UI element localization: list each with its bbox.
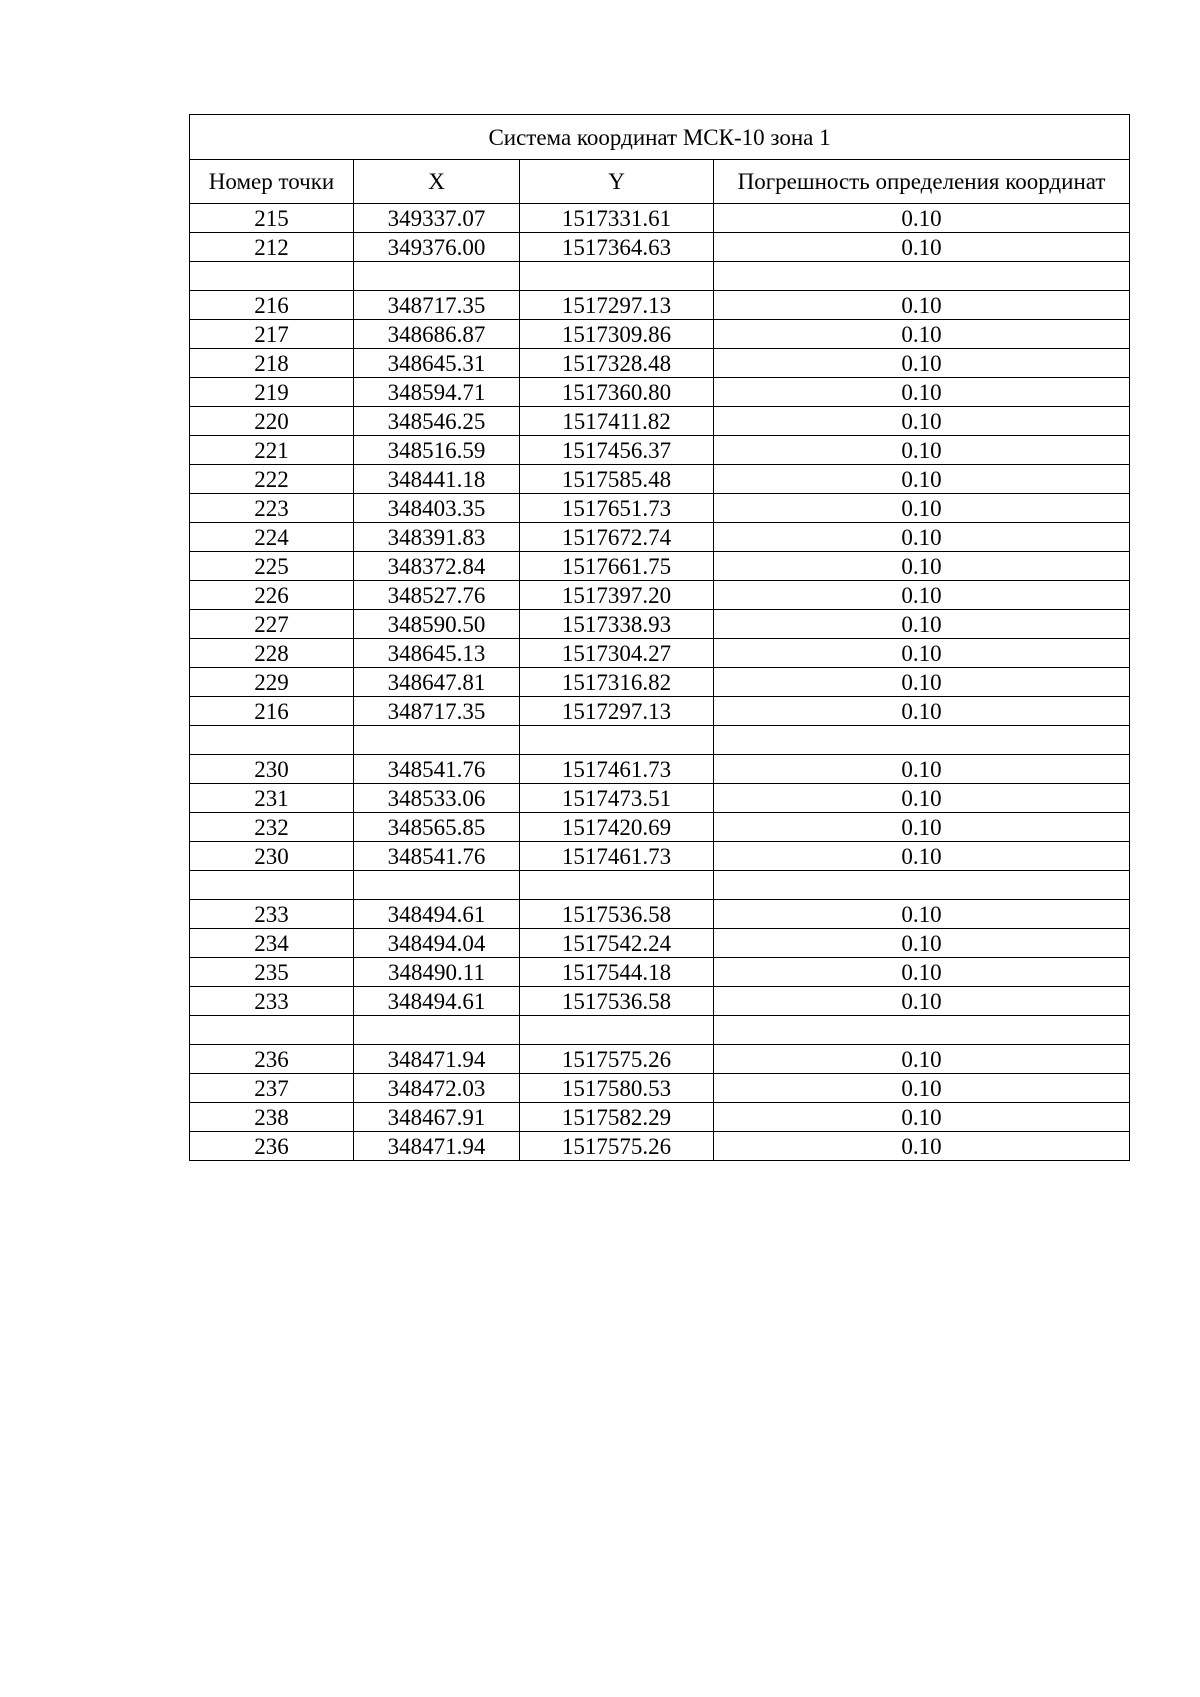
- cell-x: 348546.25: [354, 407, 520, 436]
- cell-point-number: 230: [190, 755, 354, 784]
- cell-x: 348471.94: [354, 1045, 520, 1074]
- table-row: [190, 1045, 1130, 1074]
- cell-point-number: 218: [190, 349, 354, 378]
- table-row: [190, 233, 1130, 262]
- cell-accuracy: 0.10: [714, 1103, 1130, 1132]
- cell-x: 349376.00: [354, 233, 520, 262]
- header-accuracy: Погрешность определения координат: [714, 160, 1130, 204]
- cell-point-number: 219: [190, 378, 354, 407]
- cell-y: 1517580.53: [520, 1074, 714, 1103]
- cell-point-number: 215: [190, 204, 354, 233]
- cell-point-number: [190, 871, 354, 900]
- cell-y: 1517309.86: [520, 320, 714, 349]
- cell-accuracy: 0.10: [714, 1074, 1130, 1103]
- table-row: [190, 900, 1130, 929]
- cell-x: [354, 726, 520, 755]
- cell-x: 348441.18: [354, 465, 520, 494]
- cell-y: 1517575.26: [520, 1132, 714, 1161]
- cell-accuracy: 0.10: [714, 958, 1130, 987]
- cell-point-number: 220: [190, 407, 354, 436]
- cell-point-number: 221: [190, 436, 354, 465]
- cell-point-number: 236: [190, 1132, 354, 1161]
- table-row: [190, 1103, 1130, 1132]
- cell-y: 1517297.13: [520, 697, 714, 726]
- cell-x: 348533.06: [354, 784, 520, 813]
- header-y: Y: [520, 160, 714, 204]
- cell-point-number: 216: [190, 697, 354, 726]
- cell-accuracy: 0.10: [714, 784, 1130, 813]
- cell-x: 348645.13: [354, 639, 520, 668]
- cell-y: 1517360.80: [520, 378, 714, 407]
- cell-point-number: 232: [190, 813, 354, 842]
- table-row: [190, 987, 1130, 1016]
- cell-accuracy: 0.10: [714, 1045, 1130, 1074]
- cell-x: 348527.76: [354, 581, 520, 610]
- cell-accuracy: [714, 726, 1130, 755]
- cell-accuracy: 0.10: [714, 1132, 1130, 1161]
- cell-x: 348494.61: [354, 900, 520, 929]
- cell-x: 348717.35: [354, 291, 520, 320]
- table-row: [190, 436, 1130, 465]
- cell-point-number: 234: [190, 929, 354, 958]
- table-row: [190, 610, 1130, 639]
- cell-y: 1517304.27: [520, 639, 714, 668]
- cell-accuracy: 0.10: [714, 407, 1130, 436]
- table-row: [190, 552, 1130, 581]
- cell-point-number: 233: [190, 987, 354, 1016]
- cell-x: 348494.04: [354, 929, 520, 958]
- cell-x: 348494.61: [354, 987, 520, 1016]
- cell-x: 348594.71: [354, 378, 520, 407]
- cell-accuracy: 0.10: [714, 204, 1130, 233]
- cell-y: 1517544.18: [520, 958, 714, 987]
- cell-y: 1517672.74: [520, 523, 714, 552]
- table-title-row: [190, 115, 1130, 160]
- cell-y: 1517651.73: [520, 494, 714, 523]
- table-row: [190, 378, 1130, 407]
- cell-accuracy: 0.10: [714, 378, 1130, 407]
- cell-accuracy: 0.10: [714, 320, 1130, 349]
- cell-point-number: 216: [190, 291, 354, 320]
- coordinate-table: [189, 114, 1130, 1161]
- cell-accuracy: 0.10: [714, 987, 1130, 1016]
- cell-x: 348590.50: [354, 610, 520, 639]
- cell-point-number: 227: [190, 610, 354, 639]
- table-row: [190, 320, 1130, 349]
- cell-accuracy: 0.10: [714, 639, 1130, 668]
- cell-accuracy: 0.10: [714, 233, 1130, 262]
- cell-y: [520, 871, 714, 900]
- cell-point-number: 222: [190, 465, 354, 494]
- cell-accuracy: 0.10: [714, 813, 1130, 842]
- cell-y: [520, 726, 714, 755]
- cell-x: 348686.87: [354, 320, 520, 349]
- table-header-row: [190, 160, 1130, 204]
- cell-point-number: 235: [190, 958, 354, 987]
- cell-y: 1517582.29: [520, 1103, 714, 1132]
- cell-point-number: 229: [190, 668, 354, 697]
- cell-accuracy: 0.10: [714, 349, 1130, 378]
- cell-accuracy: 0.10: [714, 697, 1130, 726]
- cell-point-number: 233: [190, 900, 354, 929]
- cell-point-number: [190, 1016, 354, 1045]
- cell-point-number: 236: [190, 1045, 354, 1074]
- table-row: [190, 1074, 1130, 1103]
- table-row: [190, 291, 1130, 320]
- cell-y: 1517411.82: [520, 407, 714, 436]
- cell-accuracy: 0.10: [714, 842, 1130, 871]
- cell-point-number: 231: [190, 784, 354, 813]
- header-point-number: Номер точки: [190, 160, 354, 204]
- cell-x: 348472.03: [354, 1074, 520, 1103]
- cell-y: 1517420.69: [520, 813, 714, 842]
- cell-y: 1517461.73: [520, 755, 714, 784]
- cell-point-number: 223: [190, 494, 354, 523]
- cell-point-number: 217: [190, 320, 354, 349]
- cell-x: [354, 262, 520, 291]
- cell-accuracy: 0.10: [714, 523, 1130, 552]
- cell-accuracy: 0.10: [714, 610, 1130, 639]
- cell-accuracy: [714, 1016, 1130, 1045]
- table-row: [190, 871, 1130, 900]
- cell-x: [354, 871, 520, 900]
- table-row: [190, 581, 1130, 610]
- cell-accuracy: 0.10: [714, 436, 1130, 465]
- cell-point-number: 238: [190, 1103, 354, 1132]
- cell-point-number: [190, 262, 354, 291]
- table-row: [190, 204, 1130, 233]
- table-row: [190, 494, 1130, 523]
- cell-x: 349337.07: [354, 204, 520, 233]
- cell-y: 1517331.61: [520, 204, 714, 233]
- cell-x: [354, 1016, 520, 1045]
- cell-x: 348541.76: [354, 755, 520, 784]
- cell-y: [520, 262, 714, 291]
- cell-y: 1517338.93: [520, 610, 714, 639]
- table-row: [190, 668, 1130, 697]
- table-row: [190, 1132, 1130, 1161]
- cell-point-number: 237: [190, 1074, 354, 1103]
- cell-point-number: 224: [190, 523, 354, 552]
- table-row: [190, 349, 1130, 378]
- table-row: [190, 784, 1130, 813]
- table-row: [190, 842, 1130, 871]
- table-row: [190, 465, 1130, 494]
- cell-y: 1517536.58: [520, 987, 714, 1016]
- cell-y: 1517316.82: [520, 668, 714, 697]
- cell-accuracy: 0.10: [714, 494, 1130, 523]
- cell-accuracy: 0.10: [714, 465, 1130, 494]
- cell-y: 1517364.63: [520, 233, 714, 262]
- cell-accuracy: 0.10: [714, 900, 1130, 929]
- table-body: [190, 204, 1130, 1161]
- cell-x: 348467.91: [354, 1103, 520, 1132]
- cell-accuracy: 0.10: [714, 552, 1130, 581]
- cell-point-number: 230: [190, 842, 354, 871]
- cell-point-number: 226: [190, 581, 354, 610]
- table-row: [190, 639, 1130, 668]
- cell-accuracy: [714, 262, 1130, 291]
- header-x: X: [354, 160, 520, 204]
- cell-x: 348565.85: [354, 813, 520, 842]
- cell-x: 348717.35: [354, 697, 520, 726]
- cell-point-number: 212: [190, 233, 354, 262]
- cell-y: 1517297.13: [520, 291, 714, 320]
- cell-y: 1517473.51: [520, 784, 714, 813]
- cell-y: 1517397.20: [520, 581, 714, 610]
- cell-y: 1517585.48: [520, 465, 714, 494]
- table-row: [190, 697, 1130, 726]
- cell-y: 1517661.75: [520, 552, 714, 581]
- table-row: [190, 813, 1130, 842]
- table-row: [190, 523, 1130, 552]
- cell-x: 348391.83: [354, 523, 520, 552]
- cell-y: 1517328.48: [520, 349, 714, 378]
- cell-y: 1517456.37: [520, 436, 714, 465]
- cell-accuracy: [714, 871, 1130, 900]
- cell-x: 348516.59: [354, 436, 520, 465]
- cell-x: 348647.81: [354, 668, 520, 697]
- cell-x: 348490.11: [354, 958, 520, 987]
- table-row: [190, 262, 1130, 291]
- cell-x: 348372.84: [354, 552, 520, 581]
- table-row: [190, 755, 1130, 784]
- cell-point-number: 228: [190, 639, 354, 668]
- cell-point-number: 225: [190, 552, 354, 581]
- cell-y: 1517461.73: [520, 842, 714, 871]
- cell-y: 1517542.24: [520, 929, 714, 958]
- table-row: [190, 929, 1130, 958]
- cell-accuracy: 0.10: [714, 929, 1130, 958]
- table-row: [190, 407, 1130, 436]
- cell-accuracy: 0.10: [714, 291, 1130, 320]
- table-row: [190, 726, 1130, 755]
- cell-y: 1517575.26: [520, 1045, 714, 1074]
- cell-x: 348403.35: [354, 494, 520, 523]
- cell-x: 348645.31: [354, 349, 520, 378]
- table-title: Система координат МСК-10 зона 1: [190, 115, 1130, 160]
- cell-accuracy: 0.10: [714, 581, 1130, 610]
- table-row: [190, 1016, 1130, 1045]
- cell-accuracy: 0.10: [714, 755, 1130, 784]
- cell-y: 1517536.58: [520, 900, 714, 929]
- cell-accuracy: 0.10: [714, 668, 1130, 697]
- cell-x: 348541.76: [354, 842, 520, 871]
- cell-y: [520, 1016, 714, 1045]
- cell-x: 348471.94: [354, 1132, 520, 1161]
- table-row: [190, 958, 1130, 987]
- cell-point-number: [190, 726, 354, 755]
